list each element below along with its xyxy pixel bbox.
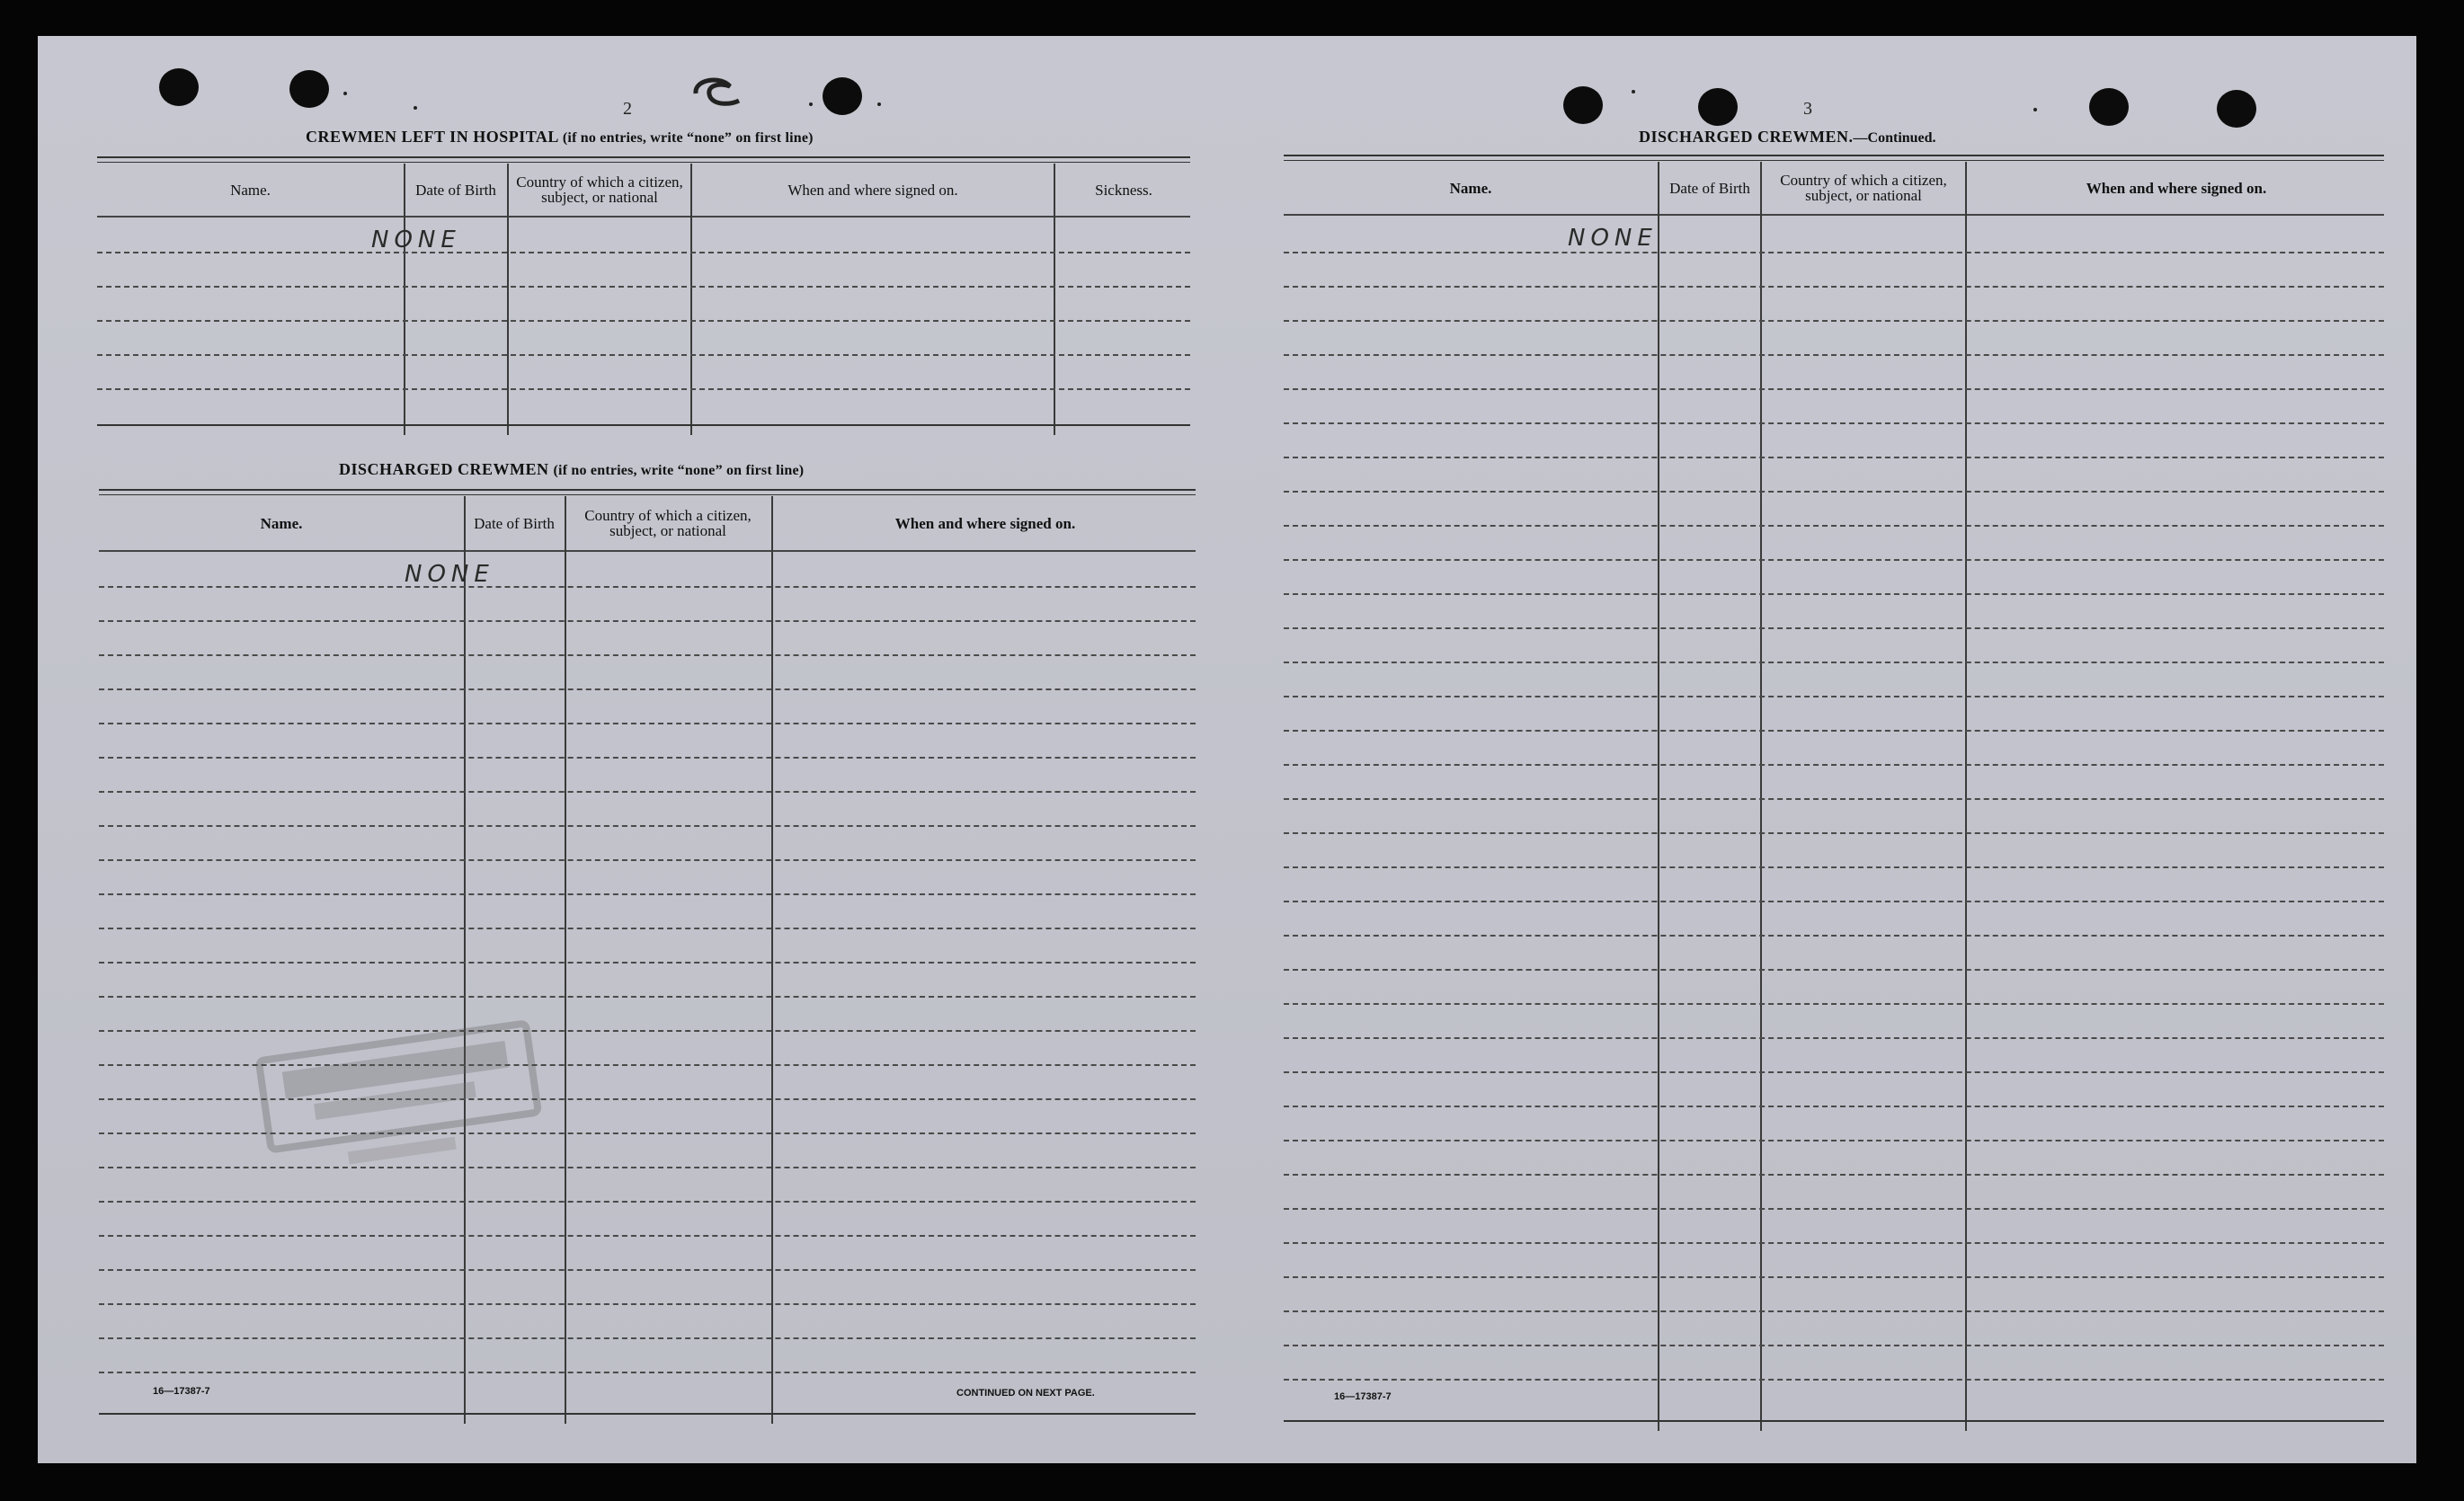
- column-header-country: Country of which a citizen, subject, or national: [516, 173, 683, 206]
- entry-line: [99, 688, 1196, 690]
- table-top-rule: [1284, 155, 2384, 161]
- column-header-dob: Date of Birth: [415, 181, 496, 199]
- entry-line: [1284, 901, 2384, 902]
- entry-line: [1284, 935, 2384, 937]
- column-header-signed: When and where signed on.: [787, 181, 958, 199]
- header-rule: [97, 216, 1190, 218]
- punch-hole: [1563, 86, 1603, 124]
- entry-line: [1284, 457, 2384, 458]
- entry-line: [99, 825, 1196, 827]
- entry-line: [1284, 627, 2384, 629]
- document-sheet: [38, 36, 2416, 1463]
- entry-line: [1284, 525, 2384, 527]
- entry-line: [99, 996, 1196, 998]
- entry-line: [99, 962, 1196, 964]
- speck: [2033, 108, 2037, 111]
- entry-line: [1284, 1003, 2384, 1005]
- speck: [1632, 90, 1635, 93]
- entry-line: [99, 620, 1196, 622]
- column-divider: [404, 164, 405, 435]
- punch-hole: [2217, 90, 2256, 128]
- entry-line: [99, 757, 1196, 759]
- table-bottom-rule: [99, 1413, 1196, 1415]
- torn-mark: [685, 74, 748, 115]
- form-number: 16—17387-7: [153, 1386, 210, 1397]
- entry-line: [1284, 320, 2384, 322]
- entry-line: [99, 1303, 1196, 1305]
- column-divider: [565, 496, 566, 1424]
- entry-line: [99, 928, 1196, 929]
- entry-line: [1284, 1310, 2384, 1312]
- entry-line: [1284, 559, 2384, 561]
- entry-line: [99, 586, 1196, 588]
- continued-table: [1284, 155, 2384, 1431]
- entry-line: [99, 791, 1196, 793]
- entry-line: [1284, 491, 2384, 493]
- entry-line: [1284, 388, 2384, 390]
- entry-line: [1284, 1276, 2384, 1278]
- column-divider: [771, 496, 773, 1424]
- punch-hole: [1698, 88, 1738, 126]
- continued-suffix: —Continued.: [1853, 130, 1936, 146]
- column-divider: [690, 164, 692, 435]
- entry-line: [1284, 1242, 2384, 1244]
- entry-line: [99, 1030, 1196, 1032]
- discharged-table: [99, 489, 1196, 1424]
- entry-line: [1284, 1037, 2384, 1039]
- column-header-country: Country of which a citizen, subject, or national: [584, 507, 752, 539]
- entry-line: [1284, 798, 2384, 800]
- column-header-name: Name.: [230, 181, 271, 199]
- entry-line: [1284, 1208, 2384, 1210]
- punch-hole: [159, 68, 199, 106]
- table-top-rule: [97, 156, 1190, 163]
- column-divider: [1658, 162, 1659, 1431]
- entry-line: [1284, 422, 2384, 424]
- entry-line: [97, 286, 1190, 288]
- handwritten-entry: NONE: [1568, 225, 1658, 252]
- entry-line: [1284, 662, 2384, 663]
- discharged-section-title: [339, 460, 804, 479]
- entry-line: [97, 320, 1190, 322]
- table-top-rule: [99, 489, 1196, 495]
- header-rule: [99, 550, 1196, 552]
- entry-line: [99, 1201, 1196, 1203]
- speck: [414, 106, 417, 110]
- entry-line: [1284, 730, 2384, 732]
- entry-line: [99, 1167, 1196, 1168]
- form-number: 16—17387-7: [1334, 1391, 1392, 1402]
- entry-line: [99, 1269, 1196, 1271]
- entry-line: [1284, 286, 2384, 288]
- column-header-dob: Date of Birth: [1669, 179, 1750, 197]
- entry-line: [1284, 593, 2384, 595]
- handwritten-entry: NONE: [405, 561, 494, 588]
- hospital-table: [97, 156, 1190, 435]
- speck: [343, 92, 347, 95]
- column-divider: [1760, 162, 1762, 1431]
- column-header-name: Name.: [260, 514, 303, 532]
- punch-hole: [823, 77, 862, 115]
- speck: [809, 102, 813, 106]
- entry-line: [1284, 969, 2384, 971]
- handwritten-entry: NONE: [371, 226, 461, 253]
- column-header-name: Name.: [1449, 179, 1492, 197]
- entry-line: [99, 1337, 1196, 1339]
- page-number: 3: [1803, 99, 1812, 119]
- discharged-instruction: (if no entries, write “none” on first line): [553, 463, 805, 478]
- entry-line: [1284, 832, 2384, 834]
- entry-line: [1284, 1379, 2384, 1381]
- entry-line: [1284, 354, 2384, 356]
- column-header-sickness: Sickness.: [1095, 181, 1152, 199]
- entry-line: [1284, 252, 2384, 253]
- entry-line: [1284, 866, 2384, 868]
- entry-line: [1284, 1345, 2384, 1346]
- entry-line: [99, 893, 1196, 895]
- entry-line: [97, 388, 1190, 390]
- column-divider: [1965, 162, 1967, 1431]
- column-divider: [507, 164, 509, 435]
- hospital-section-title: [306, 128, 814, 147]
- column-header-signed: When and where signed on.: [894, 514, 1076, 532]
- entry-line: [1284, 1174, 2384, 1176]
- continued-title-text: DISCHARGED CREWMEN.: [1639, 128, 1854, 146]
- discharged-title-text: DISCHARGED CREWMEN: [339, 460, 549, 478]
- hospital-title-text: CREWMEN LEFT IN HOSPITAL: [306, 128, 558, 146]
- continued-note: CONTINUED ON NEXT PAGE.: [956, 1388, 1095, 1399]
- entry-line: [97, 354, 1190, 356]
- entry-line: [97, 252, 1190, 253]
- entry-line: [99, 723, 1196, 724]
- entry-line: [1284, 1071, 2384, 1073]
- column-header-dob: Date of Birth: [474, 514, 555, 532]
- column-header-country: Country of which a citizen, subject, or national: [1780, 172, 1947, 204]
- entry-line: [1284, 696, 2384, 697]
- table-bottom-rule: [97, 424, 1190, 426]
- column-header-signed: When and where signed on.: [2086, 179, 2267, 197]
- entry-line: [99, 1372, 1196, 1373]
- page-number: 2: [623, 99, 632, 119]
- punch-hole: [2089, 88, 2129, 126]
- entry-line: [99, 859, 1196, 861]
- entry-line: [99, 1235, 1196, 1237]
- table-bottom-rule: [1284, 1420, 2384, 1422]
- entry-line: [1284, 1140, 2384, 1141]
- punch-hole: [289, 70, 329, 108]
- entry-line: [1284, 1106, 2384, 1107]
- speck: [877, 102, 881, 106]
- entry-line: [99, 654, 1196, 656]
- continued-section-title: [1639, 128, 1936, 147]
- hospital-instruction: (if no entries, write “none” on first line): [562, 130, 814, 146]
- column-divider: [1054, 164, 1055, 435]
- column-divider: [464, 496, 466, 1424]
- entry-line: [1284, 764, 2384, 766]
- header-rule: [1284, 214, 2384, 216]
